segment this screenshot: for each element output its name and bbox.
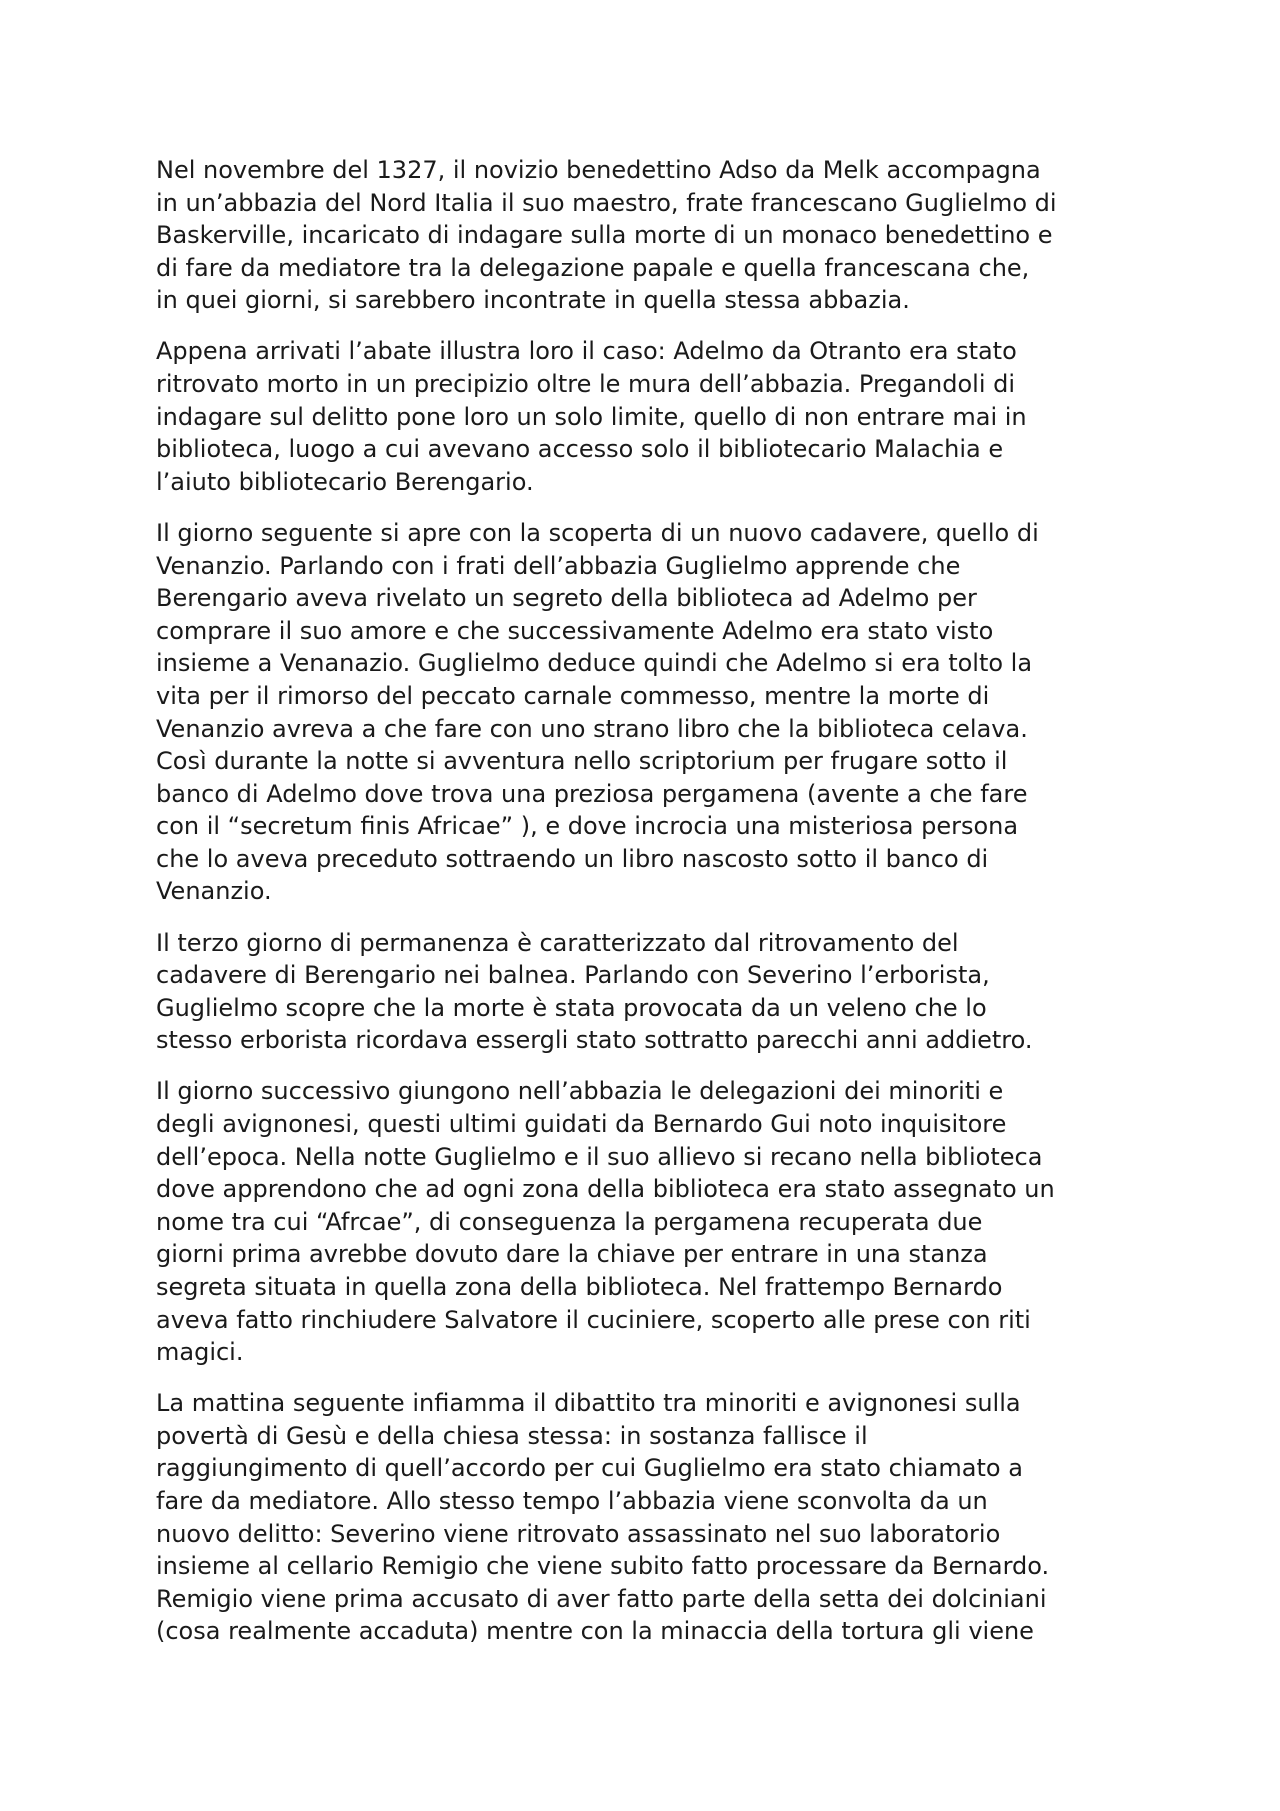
- text-line: Berengario aveva rivelato un segreto della biblioteca ad Adelmo per: [156, 584, 977, 613]
- text-line: con il “secretum finis Africae” ), e dove incrocia una misteriosa persona: [156, 812, 1019, 841]
- text-line: giorni prima avrebbe dovuto dare la chiave per entrare in una stanza: [156, 1240, 988, 1269]
- document-page: [156, 154, 1156, 1667]
- text-line: degli avignonesi, questi ultimi guidati da Bernardo Gui noto inquisitore: [156, 1110, 1007, 1139]
- paragraph: [156, 927, 1156, 1057]
- text-line: Remigio viene prima accusato di aver fatto parte della setta dei dolciniani: [156, 1584, 1047, 1613]
- text-line: Guglielmo scopre che la morte è stata provocata da un veleno che lo: [156, 993, 987, 1022]
- text-line: che lo aveva preceduto sottraendo un libro nascosto sotto il banco di: [156, 844, 989, 873]
- text-line: dell’epoca. Nella notte Guglielmo e il suo allievo si recano nella biblioteca: [156, 1142, 1043, 1171]
- text-line: l’aiuto bibliotecario Berengario.: [156, 467, 534, 496]
- text-line: di fare da mediatore tra la delegazione papale e quella francescana che,: [156, 253, 1030, 282]
- text-line: biblioteca, luogo a cui avevano accesso solo il bibliotecario Malachia e: [156, 435, 1004, 464]
- text-line: in quei giorni, si sarebbero incontrate in quella stessa abbazia.: [156, 286, 910, 315]
- text-line: insieme a Venanazio. Guglielmo deduce quindi che Adelmo si era tolto la: [156, 649, 1033, 678]
- text-line: Appena arrivati l’abate illustra loro il caso: Adelmo da Otranto era stato: [156, 337, 1017, 366]
- text-line: segreta situata in quella zona della biblioteca. Nel frattempo Bernardo: [156, 1273, 1003, 1301]
- text-line: Venanzio. Parlando con i frati dell’abbazia Guglielmo apprende che: [156, 551, 961, 580]
- text-line: raggiungimento di quell’accordo per cui Guglielmo era stato chiamato a: [156, 1454, 1023, 1483]
- text-line: Nel novembre del 1327, il novizio benedettino Adso da Melk accompagna: [156, 156, 1041, 184]
- text-line: Il giorno successivo giungono nell’abbazia le delegazioni dei minoriti e: [156, 1077, 1004, 1106]
- text-line: in un’abbazia del Nord Italia il suo maestro, frate francescano Guglielmo di: [156, 188, 1057, 217]
- text-line: Il terzo giorno di permanenza è caratterizzato dal ritrovamento del: [156, 928, 959, 957]
- text-line: Così durante la notte si avventura nello scriptorium per frugare sotto il: [156, 747, 1008, 776]
- text-line: banco di Adelmo dove trova una preziosa pergamena (avente a che fare: [156, 779, 1028, 808]
- text-line: Baskerville, incaricato di indagare sulla morte di un monaco benedettino e: [156, 221, 1053, 250]
- paragraph: [156, 335, 1156, 498]
- paragraph: [156, 517, 1156, 908]
- paragraph: [156, 1387, 1156, 1648]
- text-line: indagare sul delitto pone loro un solo limite, quello di non entrare mai in: [156, 402, 1027, 431]
- text-line: magici.: [156, 1338, 244, 1367]
- text-line: stesso erborista ricordava essergli stato sottratto parecchi anni addietro.: [156, 1026, 1033, 1055]
- text-line: nuovo delitto: Severino viene ritrovato assassinato nel suo laboratorio: [156, 1519, 1001, 1548]
- text-line: vita per il rimorso del peccato carnale commesso, mentre la morte di: [156, 681, 990, 710]
- text-line: cadavere di Berengario nei balnea. Parlando con Severino l’erborista,: [156, 961, 990, 990]
- text-line: nome tra cui “Afrcae”, di conseguenza la pergamena recuperata due: [156, 1207, 983, 1236]
- text-line: dove apprendono che ad ogni zona della biblioteca era stato assegnato un: [156, 1175, 1055, 1204]
- text-line: Venanzio avreva a che fare con uno strano libro che la biblioteca celava.: [156, 714, 1028, 743]
- text-line: comprare il suo amore e che successivamente Adelmo era stato visto: [156, 616, 994, 645]
- text-line: Il giorno seguente si apre con la scoperta di un nuovo cadavere, quello di: [156, 518, 1039, 547]
- text-line: aveva fatto rinchiudere Salvatore il cuciniere, scoperto alle prese con riti: [156, 1305, 1031, 1334]
- paragraph: [156, 154, 1156, 317]
- paragraph: [156, 1075, 1156, 1368]
- text-line: insieme al cellario Remigio che viene subito fatto processare da Bernardo.: [156, 1552, 1050, 1581]
- text-line: povertà di Gesù e della chiesa stessa: in sostanza fallisce il: [156, 1421, 868, 1450]
- text-line: (cosa realmente accaduta) mentre con la minaccia della tortura gli viene: [156, 1617, 1034, 1646]
- text-line: ritrovato morto in un precipizio oltre le mura dell’abbazia. Pregandoli di: [156, 370, 1016, 399]
- text-line: Venanzio.: [156, 877, 272, 906]
- text-line: fare da mediatore. Allo stesso tempo l’abbazia viene sconvolta da un: [156, 1487, 988, 1516]
- text-line: La mattina seguente infiamma il dibattito tra minoriti e avignonesi sulla: [156, 1389, 1021, 1418]
